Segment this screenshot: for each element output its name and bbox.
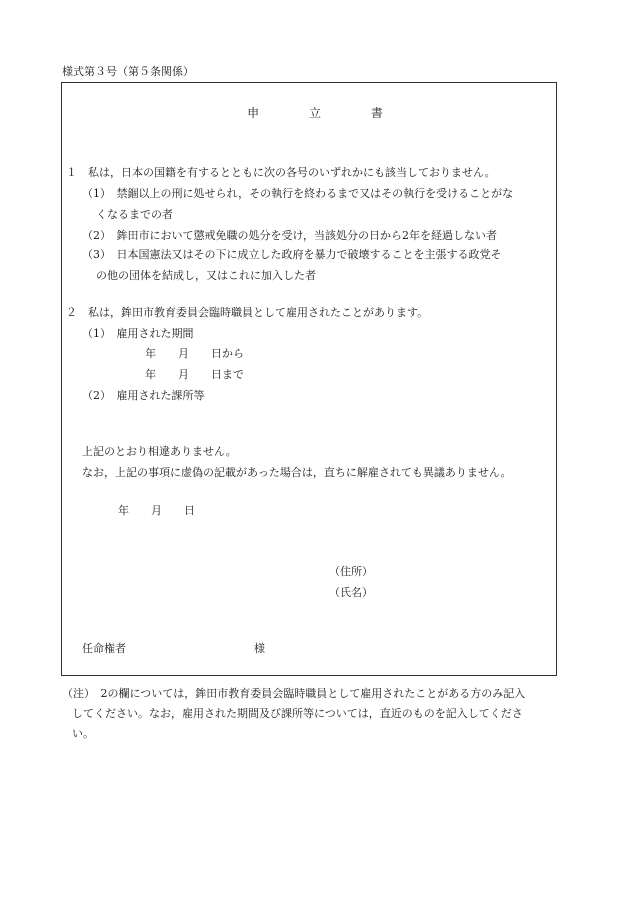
- section1-item3-line2: の他の団体を結成し，又はこれに加入した者: [96, 269, 316, 282]
- footnote: [62, 684, 586, 744]
- section1-heading: １ 私は，日本の国籍を有するとともに次の各号のいずれかにも該当しておりません。: [66, 166, 496, 179]
- period-from-line: 年 月 日から: [145, 347, 244, 360]
- appointing-authority-honorific: 様: [254, 642, 265, 655]
- section2-heading: ２ 私は，鉾田市教育委員会臨時職員として雇用されたことがあります。: [66, 306, 429, 319]
- appointing-authority-label: 任命権者: [82, 642, 126, 655]
- section1-item3-line1: （3） 日本国憲法又はその下に成立した政府を暴力で破壊することを主張する政党そ: [82, 248, 502, 261]
- section1-item2-line1: （2） 鉾田市において懲戒免職の処分を受け，当該処分の日から2年を経過しない者: [82, 229, 498, 242]
- title-char-3: 書: [370, 106, 383, 120]
- title-char-2: 立: [308, 106, 321, 120]
- declaration-line2: なお，上記の事項に虚偽の記載があった場合は，直ちに解雇されても異議ありません。: [82, 466, 512, 479]
- title-char-1: 申: [247, 106, 260, 120]
- address-label: （住所）: [329, 565, 373, 578]
- footnote-line3: い。: [72, 727, 94, 740]
- section1-item1-line1: （1） 禁錮以上の刑に処せられ，その執行を終わるまで又はその執行を受けることがな: [82, 187, 514, 200]
- form-number-label: 様式第３号（第５条関係）: [62, 65, 194, 78]
- footnote-line1: （注） 2の欄については，鉾田市教育委員会臨時職員として雇用されたことがある方のみ記入: [62, 687, 526, 700]
- declaration-line1: 上記のとおり相違ありません。: [82, 445, 237, 458]
- document-title: [0, 107, 630, 119]
- employment-period-label: （1） 雇用された期間: [82, 327, 194, 340]
- department-label: （2） 雇用された課所等: [82, 389, 205, 402]
- name-label: （氏名）: [329, 586, 373, 599]
- date-line: 年 月 日: [118, 504, 195, 517]
- period-to-line: 年 月 日まで: [145, 368, 244, 381]
- section1-item1-line2: くなるまでの者: [96, 208, 173, 221]
- footnote-line2: してください。なお，雇用された期間及び課所等については，直近のものを記入してくださ: [72, 707, 523, 720]
